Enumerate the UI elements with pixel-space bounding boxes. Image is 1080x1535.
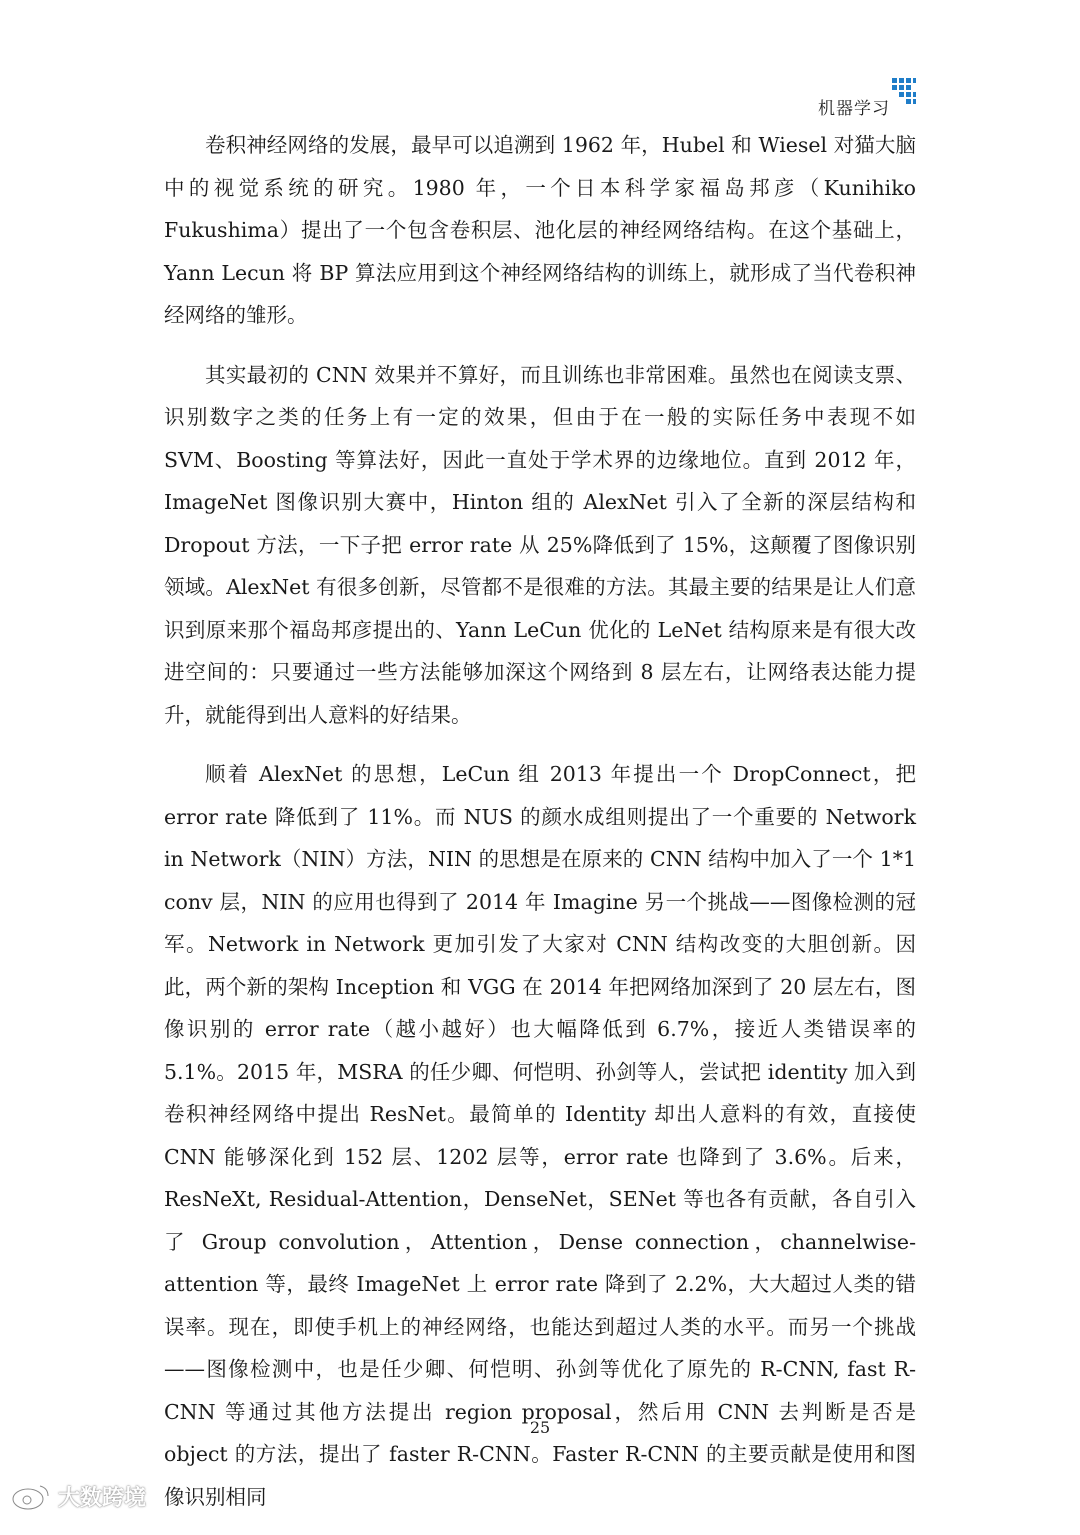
watermark bbox=[10, 1481, 146, 1512]
section-title: 机器学习 bbox=[818, 99, 890, 119]
page-number: 25 bbox=[529, 1418, 551, 1437]
paragraph: 顺着 AlexNet 的思想，LeCun 组 2013 年提出一个 DropConnect，把 error rate 降低到了 11%。而 NUS 的颜水成组则提出了一个重要的 Network in Network（NIN）方法，NIN 的思想是在原来的 CNN 结构中加入了一个 1*1 conv 层，NIN 的应用也得到了 2014 年 Imagine 另一个挑战——图像检测的冠军。Network in Network 更加引发了大家对 CNN 结构改变的大胆创新。因此，两个新的架构 Inception 和 VGG 在 2014 年把网络加深到了 20 层左右，图像识别的 error rate（越小越好）也大幅降低到 6.7%，接近人类错误率的 5.1%。2015 年，MSRA 的任少卿、何恺明、孙剑等人，尝试把 identity 加入到卷积神经网络中提出 ResNet。最简单的 Identity 却出人意料的有效，直接使 CNN 能够深化到 152 层、1202 层等，error rate 也降到了 3.6%。后来，ResNeXt, Residual-Attention，DenseNet，SENet 等也各有贡献，各自引入了 Group convolution，Attention，Dense connection，channelwise-attention 等，最终 ImageNet 上 error rate 降到了 2.2%，大大超过人类的错误率。现在，即使手机上的神经网络，也能达到超过人类的水平。而另一个挑战——图像检测中，也是任少卿、何恺明、孙剑等优化了原先的 R-CNN, fast R-CNN 等通过其他方法提出 region proposal，然后用 CNN 去判断是否是 object 的方法，提出了 faster R-CNN。Faster R-CNN 的主要贡献是使用和图像识别相同 bbox=[164, 762, 916, 1509]
weibo-style-eye-icon bbox=[10, 1482, 52, 1512]
body-text bbox=[164, 124, 916, 1535]
pixel-grid-logo-icon bbox=[892, 78, 916, 106]
paragraph: 其实最初的 CNN 效果并不算好，而且训练也非常困难。虽然也在阅读支票、识别数字之类的任务上有一定的效果，但由于在一般的实际任务中表现不如 SVM、Boosting 等算法好，因此一直处于学术界的边缘地位。直到 2012 年，ImageNet 图像识别大赛中，Hinton 组的 AlexNet 引入了全新的深层结构和 Dropout 方法，一下子把 error rate 从 25%降低到了 15%，这颠覆了图像识别领域。AlexNet 有很多创新，尽管都不是很难的方法。其最主要的结果是让人们意识到原来那个福岛邦彦提出的、Yann LeCun 优化的 LeNet 结构原来是有很大改进空间的：只要通过一些方法能够加深这个网络到 8 层左右，让网络表达能力提升，就能得到出人意料的好结果。 bbox=[164, 362, 916, 727]
paragraph: 卷积神经网络的发展，最早可以追溯到 1962 年，Hubel 和 Wiesel 对猫大脑中的视觉系统的研究。1980 年，一个日本科学家福岛邦彦（Kunihiko Fukushima）提出了一个包含卷积层、池化层的神经网络结构。在这个基础上，Yann Lecun 将 BP 算法应用到这个神经网络结构的训练上，就形成了当代卷积神经网络的雏形。 bbox=[164, 133, 916, 327]
watermark-text: 大数跨境 bbox=[58, 1486, 147, 1511]
